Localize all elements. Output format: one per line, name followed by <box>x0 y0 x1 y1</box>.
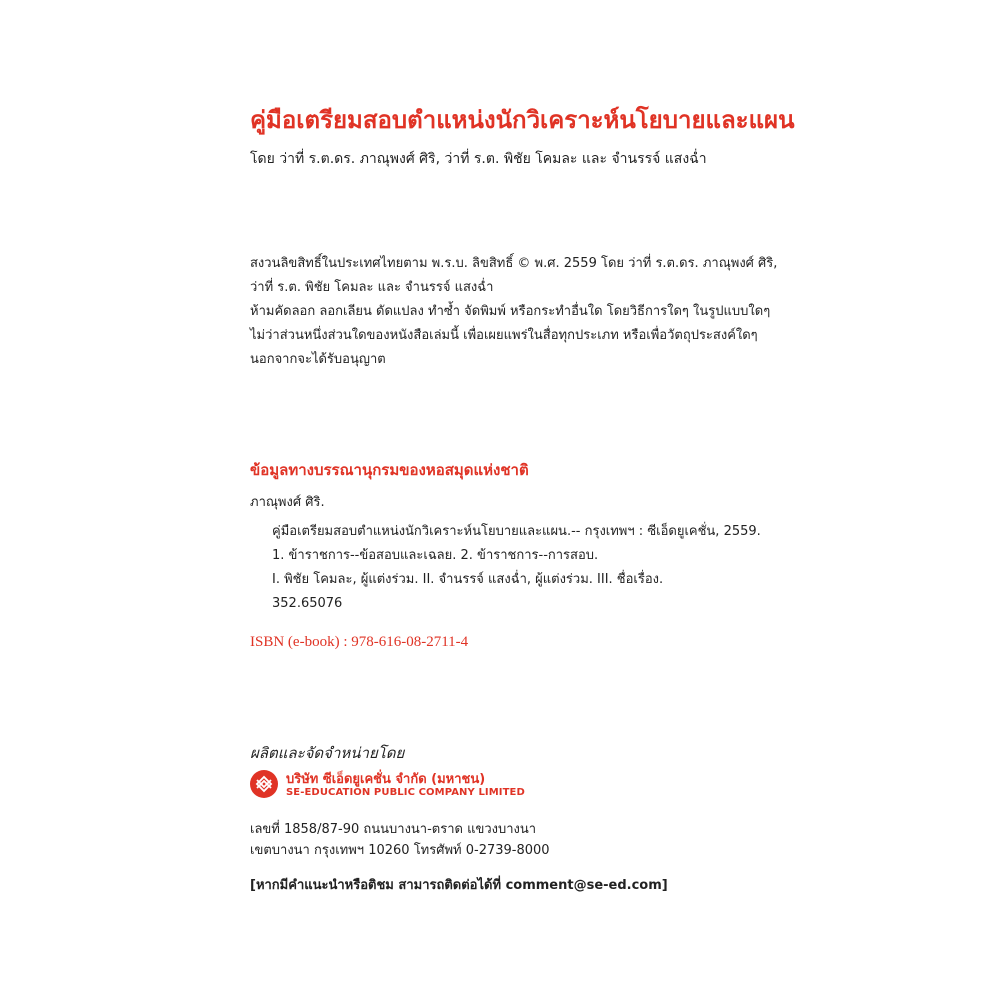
cip-heading: ข้อมูลทางบรรณานุกรมของหอสมุดแห่งชาติ <box>250 461 529 479</box>
cip-title-entry: คู่มือเตรียมสอบตำแหน่งนักวิเคราะห์นโยบายและแผน.-- กรุงเทพฯ : ซีเอ็ดยูเคชั่น, 2559. <box>272 524 761 539</box>
cip-class-number: 352.65076 <box>272 596 343 611</box>
copyright-line: ห้ามคัดลอก ลอกเลียน ดัดแปลง ทำซ้ำ จัดพิมพ์ หรือกระทำอื่นใด โดยวิธีการใดๆ ในรูปแบบใดๆ <box>250 304 771 319</box>
se-ed-logo-icon <box>250 770 278 798</box>
isbn: ISBN (e-book) : 978-616-08-2711-4 <box>250 634 469 650</box>
company-name-english: SE-EDUCATION PUBLIC COMPANY LIMITED <box>286 787 525 798</box>
address-line: เลขที่ 1858/87-90 ถนนบางนา-ตราด แขวงบางนา <box>250 822 537 837</box>
company-name-thai: บริษัท ซีเอ็ดยูเคชั่น จำกัด (มหาชน) <box>286 772 486 787</box>
book-title: คู่มือเตรียมสอบตำแหน่งนักวิเคราะห์นโยบายและแผน <box>250 106 795 134</box>
cip-main-entry: ภาณุพงศ์ ศิริ. <box>250 495 325 510</box>
copyright-line: นอกจากจะได้รับอนุญาต <box>250 352 386 367</box>
cip-subjects: 1. ข้าราชการ--ข้อสอบและเฉลย. 2. ข้าราชการ--การสอบ. <box>272 548 599 563</box>
distributor-label: ผลิตและจัดจำหน่ายโดย <box>250 744 405 762</box>
copyright-line: สงวนลิขสิทธิ์ในประเทศไทยตาม พ.ร.บ. ลิขสิทธิ์ © พ.ศ. 2559 โดย ว่าที่ ร.ต.ดร. ภาณุพงศ์ ศิริ, <box>250 256 778 271</box>
contact-note: [หากมีคำแนะนำหรือติชม สามารถติดต่อได้ที่ comment@se-ed.com] <box>250 878 668 893</box>
copyright-line: ว่าที่ ร.ต. พิชัย โคมละ และ จำนรรจ์ แสงฉ่ำ <box>250 280 494 295</box>
cip-added-entries: I. พิชัย โคมละ, ผู้แต่งร่วม. II. จำนรรจ์ แสงฉ่ำ, ผู้แต่งร่วม. III. ชื่อเรื่อง. <box>272 572 664 587</box>
address-line: เขตบางนา กรุงเทพฯ 10260 โทรศัพท์ 0-2739-8000 <box>250 843 550 858</box>
copyright-line: ไม่ว่าส่วนหนึ่งส่วนใดของหนังสือเล่มนี้ เพื่อเผยแพร่ในสื่อทุกประเภท หรือเพื่อวัตถุประสงค์ใดๆ <box>250 328 758 343</box>
book-authors: โดย ว่าที่ ร.ต.ดร. ภาณุพงศ์ ศิริ, ว่าที่ ร.ต. พิชัย โคมละ และ จำนรรจ์ แสงฉ่ำ <box>250 151 707 167</box>
